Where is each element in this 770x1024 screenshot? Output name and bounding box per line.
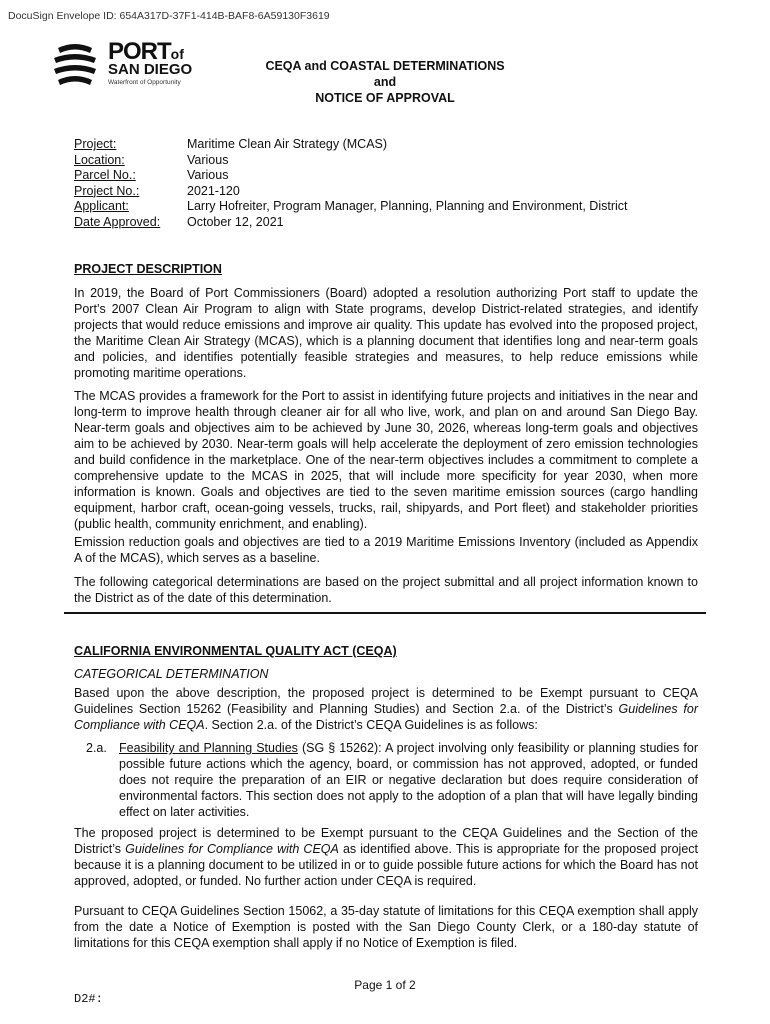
project-info-row: [74, 168, 628, 184]
wave-icon: [52, 42, 98, 90]
project-info-row: [74, 215, 628, 231]
project-description-paragraph-4: The following categorical determinations are based on the project submittal and all project information known to the District as of the date of this determination.: [74, 575, 698, 605]
guideline-item-2a: [86, 740, 698, 820]
heading-line-1: CEQA and COASTAL DETERMINATIONS: [265, 59, 505, 73]
project-description-title: PROJECT DESCRIPTION: [74, 262, 222, 276]
item-body: [119, 740, 698, 820]
docusign-envelope-id: DocuSign Envelope ID: 654A317D-37F1-414B-BAF8-6A59130F3619: [8, 10, 330, 22]
applicant-label: Applicant:: [74, 199, 129, 213]
project-description-paragraph-2: The MCAS provides a framework for the Port to assist in identifying future projects and initiatives in the near and long-term to improve health through cleaner air for all who live, work, and plan on and around San Diego Bay. Near-term goals and objectives aim to be achieved by June 30, 2026, whereas long-term goals and objectives aim to be achieved by 2030. Near-term goals will help accelerate the deployment of zero emission technologies and build confidence in the marketplace. One of the near-term objectives includes a commitment to complete a comprehensive update to the MCAS in 2025, that will include more specificity for year 2030, when more information is known. Goals and objectives are tied to the seven maritime emission sources (cargo handling equipment, harbor craft, ocean-going vessels, trucks, rail, shipyards, and Port fleet) and stakeholder priorities (public health, community enrichment, and enabling).: [74, 389, 698, 531]
document-number: D2#:: [74, 992, 103, 1006]
item-number: 2.a.: [86, 741, 107, 755]
project-info-table: [74, 137, 628, 230]
guidelines-reference: Guidelines for Compliance with CEQA: [74, 702, 699, 732]
logo-city-text: SAN DIEGO: [108, 61, 193, 78]
project-info-row: [74, 184, 628, 200]
applicant-value: Larry Hofreiter, Program Manager, Planning, Planning and Environment, District: [187, 199, 628, 213]
section-divider: [64, 612, 706, 614]
page-number: Page 1 of 2: [354, 978, 416, 992]
ceqa-p1-text-end: . Section 2.a. of the District’s CEQA Guidelines is as follows:: [204, 718, 538, 732]
project-info-row: [74, 199, 628, 215]
parcel-label: Parcel No.:: [74, 168, 136, 182]
port-of-san-diego-logo: [52, 40, 212, 96]
logo-port-text: PORT: [108, 38, 171, 65]
ceqa-title: CALIFORNIA ENVIRONMENTAL QUALITY ACT (CEQA): [74, 644, 397, 658]
item-title: Feasibility and Planning Studies: [119, 741, 298, 755]
project-number-label: Project No.:: [74, 183, 140, 198]
categorical-determination-subtitle: CATEGORICAL DETERMINATION: [74, 667, 269, 681]
date-approved-value: October 12, 2021: [187, 214, 284, 229]
heading-line-3: NOTICE OF APPROVAL: [315, 91, 455, 105]
ceqa-p2-text: The proposed project is determined to be Exempt pursuant to the CEQA Guidelines and the Section of the District’s: [74, 826, 698, 856]
ceqa-paragraph-3: Pursuant to CEQA Guidelines Section 15062, a 35-day statute of limitations for this CEQA exemption shall apply from the date a Notice of Exemption is posted with the San Diego County Clerk, or a 180-day statute of limitations for this CEQA exemption shall apply if no Notice of Exemption is filed.: [74, 904, 698, 950]
logo-of-text: of: [170, 46, 184, 62]
item-text: (SG § 15262): A project involving only feasibility or planning studies for possible future actions which the agency, board, or commission has not approved, adopted, or funded does not require the preparation of an EIR or negative declaration but does require consideration of environmental factors. This section does not apply to the adoption of a plan that will have legally binding effect on later activities.: [119, 741, 698, 819]
document-heading: [240, 58, 530, 106]
project-description-paragraph-1: In 2019, the Board of Port Commissioners (Board) adopted a resolution authorizing Port staff to update the Port’s 2007 Clean Air Program to align with State programs, develop District-related strategies, and identify projects that would reduce emissions and improve air quality. This update has evolved into the proposed project, the Maritime Clean Air Strategy (MCAS), which is a planning document that identifies long and near-term goals and policies, and identifies potentially feasible strategies and measures, to help reduce emissions while promoting maritime operations.: [74, 286, 698, 380]
project-description-paragraph-3: Emission reduction goals and objectives are tied to a 2019 Maritime Emissions Inventory (included as Appendix A of the MCAS), which serves as a baseline.: [74, 535, 698, 565]
location-label: Location:: [74, 152, 125, 167]
ceqa-paragraph-2: [74, 825, 698, 889]
project-label: Project:: [74, 137, 117, 151]
heading-line-2: and: [373, 75, 397, 89]
logo-tagline: Waterfront of Opportunity: [108, 79, 181, 86]
ceqa-p2-text-end: as identified above. This is appropriate for the proposed project because it is a planning document to be utilized in or to guide possible future actions for which the Board has not approved, adopted, or funded. No further action under CEQA is required.: [74, 842, 698, 888]
location-value: Various: [187, 152, 229, 167]
project-value: Maritime Clean Air Strategy (MCAS): [187, 137, 388, 151]
project-number-value: 2021-120: [187, 183, 240, 198]
project-info-row: [74, 137, 628, 153]
ceqa-p1-text: Based upon the above description, the proposed project is determined to be Exempt pursuant to CEQA Guidelines Section 15262 (Feasibility and Planning Studies) and Section 2.a. of the District’s: [74, 686, 698, 716]
guidelines-reference: Guidelines for Compliance with CEQA: [125, 842, 339, 856]
date-approved-label: Date Approved:: [74, 214, 161, 229]
parcel-value: Various: [187, 168, 229, 182]
ceqa-paragraph-1: [74, 685, 698, 733]
project-info-row: [74, 153, 628, 169]
